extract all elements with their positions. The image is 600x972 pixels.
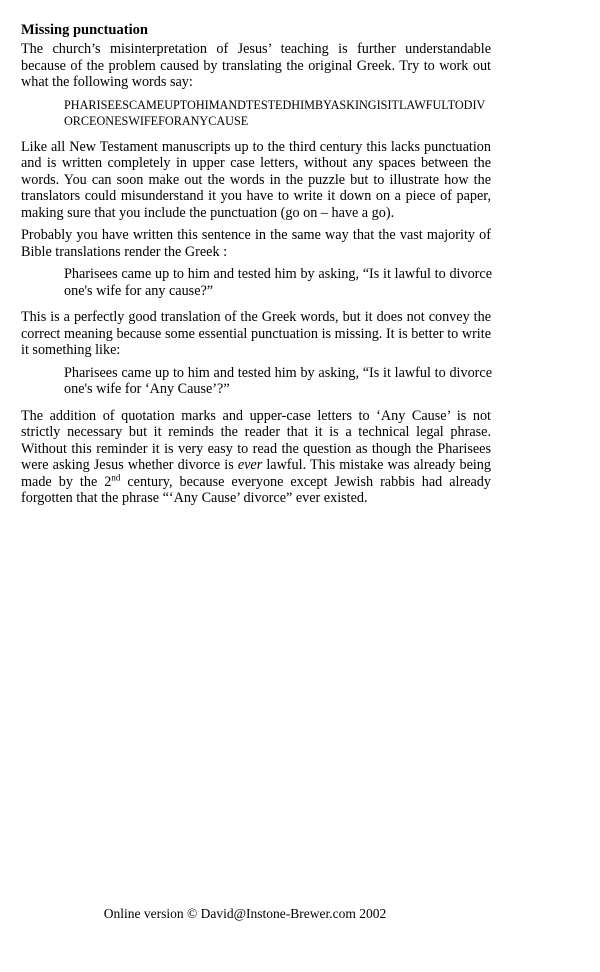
paragraph-intro: The church’s misinterpretation of Jesus’ teaching is further understandable because of the problem caused by translating the original Greek. Try to work out what the following words say: (21, 41, 491, 90)
paragraph-conclusion (21, 408, 491, 507)
conclusion-text-3: century, because everyone except Jewish rabbis had already forgotten that the phrase “‘Any Cause’ divorce” ever existed. (21, 473, 491, 506)
document-body (21, 21, 491, 513)
paragraph-punctuation: This is a perfectly good translation of the Greek words, but it does not convey the correct meaning because some essential punctuation is missing. It is better to write it something like: (21, 309, 491, 358)
paragraph-manuscripts: Like all New Testament manuscripts up to the third century this lacks punctuation and is written completely in upper case letters, without any spaces between the words. You can soon make out the words in the puzzle but to illustrate how the translators could misunderstand it you have to write it down on a piece of paper, making sure that you include the punctuation (go on – have a go). (21, 138, 491, 221)
paragraph-translations: Probably you have written this sentence in the same way that the vast majority of Bible translations render the Greek : (21, 227, 491, 260)
superscript-nd: nd (111, 471, 121, 482)
conclusion-text-2: lawful. This mistake was already being made by the 2 (21, 457, 491, 490)
greek-puzzle-text: PHARISEESCAMEUPTOHIMANDTESTEDHIMBYASKINGISITLAWFULTODIVORCEONESWIFEFORANYCAUSE (64, 97, 486, 128)
section-heading: Missing punctuation (21, 22, 148, 38)
page-footer: Online version © David@Instone-Brewer.com 2002 (103, 906, 387, 921)
emphasis-ever: ever (237, 457, 263, 473)
conclusion-text-1: The addition of quotation marks and upper-case letters to ‘Any Cause’ is not strictly necessary but it reminds the reader that it is a technical legal phrase. Without this reminder it is very easy to read the question as though the Pharisees were asking Jesus whether divorce is (21, 407, 491, 473)
quote-standard-translation: Pharisees came up to him and tested him by asking, “Is it lawful to divorce one's wife for any cause?” (64, 266, 492, 299)
quote-any-cause-translation: Pharisees came up to him and tested him by asking, “Is it lawful to divorce one's wife for ‘Any Cause’?” (64, 364, 492, 397)
